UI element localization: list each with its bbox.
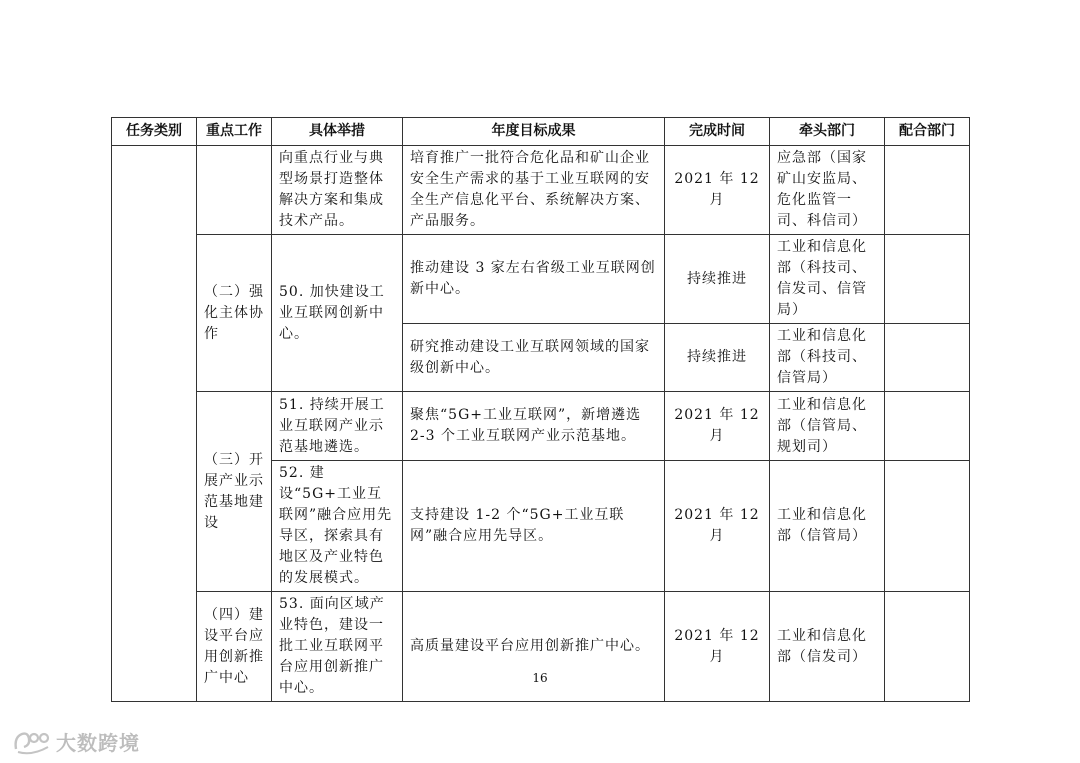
header-completion-time: 完成时间 xyxy=(665,118,770,146)
goal-cell: 高质量建设平台应用创新推广中心。 xyxy=(403,592,665,702)
watermark-text: 大数跨境 xyxy=(56,731,140,755)
time-cell: 持续推进 xyxy=(665,235,770,324)
coop-cell xyxy=(885,392,970,461)
goal-cell: 推动建设 3 家左右省级工业互联网创新中心。 xyxy=(403,235,665,324)
key-work-cell: （二）强化主体协作 xyxy=(197,235,272,392)
lead-cell: 工业和信息化部（信发司） xyxy=(770,592,885,702)
coop-cell xyxy=(885,235,970,324)
measure-cell: 53. 面向区域产业特色，建设一批工业互联网平台应用创新推广中心。 xyxy=(272,592,403,702)
header-lead-department: 牵头部门 xyxy=(770,118,885,146)
time-cell: 持续推进 xyxy=(665,324,770,392)
coop-cell xyxy=(885,146,970,235)
lead-cell: 应急部（国家矿山安监局、危化监管一司、科信司） xyxy=(770,146,885,235)
measure-cell: 50. 加快建设工业互联网创新中心。 xyxy=(272,235,403,392)
header-task-category: 任务类别 xyxy=(112,118,197,146)
lead-cell: 工业和信息化部（科技司、信管局） xyxy=(770,324,885,392)
header-coop-department: 配合部门 xyxy=(885,118,970,146)
table-row xyxy=(112,146,970,235)
coop-cell xyxy=(885,592,970,702)
key-work-cell: （四）建设平台应用创新推广中心 xyxy=(197,592,272,702)
lead-cell: 工业和信息化部（科技司、信发司、信管局） xyxy=(770,235,885,324)
table-row xyxy=(112,392,970,461)
task-category-cell xyxy=(112,146,197,702)
coop-cell xyxy=(885,324,970,392)
watermark xyxy=(12,727,140,756)
goal-cell: 聚焦“5G+工业互联网”，新增遴选 2-3 个工业互联网产业示范基地。 xyxy=(403,392,665,461)
measure-cell: 51. 持续开展工业互联网产业示范基地遴选。 xyxy=(272,392,403,461)
header-specific-measures: 具体举措 xyxy=(272,118,403,146)
header-key-work: 重点工作 xyxy=(197,118,272,146)
goal-cell: 研究推动建设工业互联网领域的国家级创新中心。 xyxy=(403,324,665,392)
time-cell: 2021 年 12 月 xyxy=(665,392,770,461)
time-cell: 2021 年 12 月 xyxy=(665,592,770,702)
key-work-cell xyxy=(197,146,272,235)
table-header-row xyxy=(112,118,970,146)
goal-cell: 支持建设 1-2 个“5G+工业互联网”融合应用先导区。 xyxy=(403,461,665,592)
goal-cell: 培育推广一批符合危化品和矿山企业安全生产需求的基于工业互联网的安全生产信息化平台、系统解决方案、产品服务。 xyxy=(403,146,665,235)
brand-logo-icon xyxy=(12,729,52,755)
lead-cell: 工业和信息化部（信管局） xyxy=(770,461,885,592)
measure-cell: 52. 建设“5G+工业互联网”融合应用先导区，探索具有地区及产业特色的发展模式。 xyxy=(272,461,403,592)
page-number: 16 xyxy=(532,671,548,685)
table-row xyxy=(112,235,970,324)
lead-cell: 工业和信息化部（信管局、规划司） xyxy=(770,392,885,461)
time-cell: 2021 年 12 月 xyxy=(665,146,770,235)
coop-cell xyxy=(885,461,970,592)
key-work-cell: （三）开展产业示范基地建设 xyxy=(197,392,272,592)
task-table xyxy=(111,117,970,702)
measure-cell: 向重点行业与典型场景打造整体解决方案和集成技术产品。 xyxy=(272,146,403,235)
header-annual-goal: 年度目标成果 xyxy=(403,118,665,146)
time-cell: 2021 年 12 月 xyxy=(665,461,770,592)
table-row xyxy=(112,592,970,702)
